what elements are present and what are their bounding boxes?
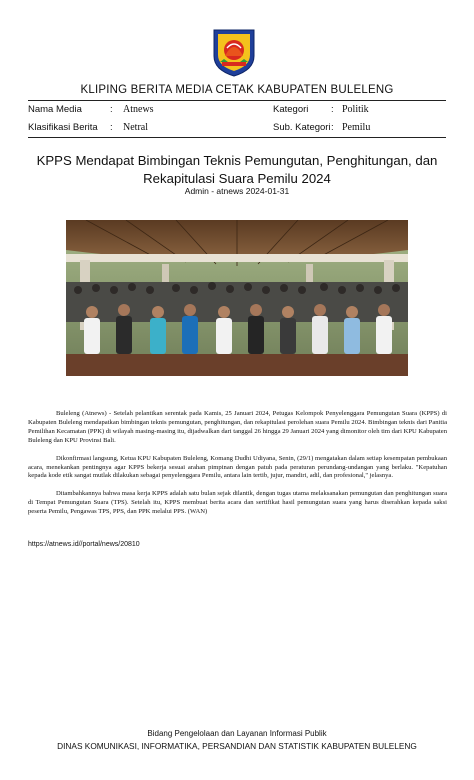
meta-sub-kategori-label: Sub. Kategori <box>273 122 331 133</box>
article-byline: Admin - atnews 2024-01-31 <box>184 186 290 196</box>
clipping-header-title: KLIPING BERITA MEDIA CETAK KABUPATEN BULELENG <box>80 84 394 96</box>
footer-department: Bidang Pengelolaan dan Layanan Informasi Publik <box>147 729 327 738</box>
article-paragraph-1: Buleleng (Atnews) - Setelah pelantikan serentak pada Kamis, 25 Januari 2024, Petugas Kelompok Penyelenggara Pemungutan Suara (KPPS) di Kabupaten Buleleng mendapatkan bimbingan teknis pemungutan, penghitungan, dan rekapitulasi perolehan suara Pemilu 2024. Bimbingan teknis dari Panitia Pemilihan Kecamatan (PPK) di wilayah masing-masing itu, dijadwalkan dari tanggal 26 hingga 29 Januari 2024 yang dimonitor oleh tim dari KPU Kabupaten Buleleng dan KPU Provinsi Bali. <box>28 410 447 444</box>
article-paragraph-3: Ditambahkannya bahwa masa kerja KPPS adalah satu bulan sejak dilantik, dengan tugas utama melaksanakan pemungutan dan penghitungan suara di Tempat Pemungutan Suara (TPS). Setelah itu, KPPS membuat berita acara dan sertifikat hasil pemungutan suara yang harus diserahkan kepada saksi peserta Pemilu, Pengawas TPS, PPS, dan PPK melalui PPS. (WAN) <box>28 490 447 516</box>
meta-media-label: Nama Media <box>28 104 82 115</box>
article-paragraph-2: Dikonfirmasi langsung, Ketua KPU Kabupaten Buleleng, Komang Dudhi Udiyana, Senin, (29/1) mengatakan dalam setiap kesempatan pembukaan acara, menekankan pentingnya agar KPPS bekerja sesuai arahan pimpinan dengan patuh pada peraturan perundang-undangan yang berlaku. "Kepatuhan kepada kode etik sangat mutlak dilakukan sebagai penyelenggara Pemilu, antara lain tertib, jujur, mandiri, adil, dan profesional," jelasnya. <box>28 454 447 480</box>
header-divider-top <box>28 100 446 101</box>
meta-separator: : <box>331 104 334 115</box>
meta-separator: : <box>110 122 113 133</box>
meta-kategori-value: Politik <box>342 104 369 115</box>
article-title: KPPS Mendapat Bimbingan Teknis Pemungutan, Penghitungan, dan Rekapitulasi Suara Pemilu 2024 <box>36 153 438 186</box>
meta-media-value: Atnews <box>123 104 154 115</box>
meta-separator: : <box>110 104 113 115</box>
meta-separator: : <box>331 122 334 133</box>
article-photo <box>66 220 408 376</box>
meta-kategori-label: Kategori <box>273 104 309 115</box>
meta-klasifikasi-value: Netral <box>123 122 148 133</box>
article-source-link[interactable]: https://atnews.id//portal/news/20810 <box>28 541 140 548</box>
meta-klasifikasi-label: Klasifikasi Berita <box>28 122 98 133</box>
footer-agency: DINAS KOMUNIKASI, INFORMATIKA, PERSANDIAN DAN STATISTIK KABUPATEN BULELENG <box>57 741 417 751</box>
article-body <box>28 410 447 526</box>
header-divider-bottom <box>28 137 446 138</box>
kabupaten-buleleng-crest-icon <box>208 26 260 78</box>
meta-sub-kategori-value: Pemilu <box>342 122 371 133</box>
